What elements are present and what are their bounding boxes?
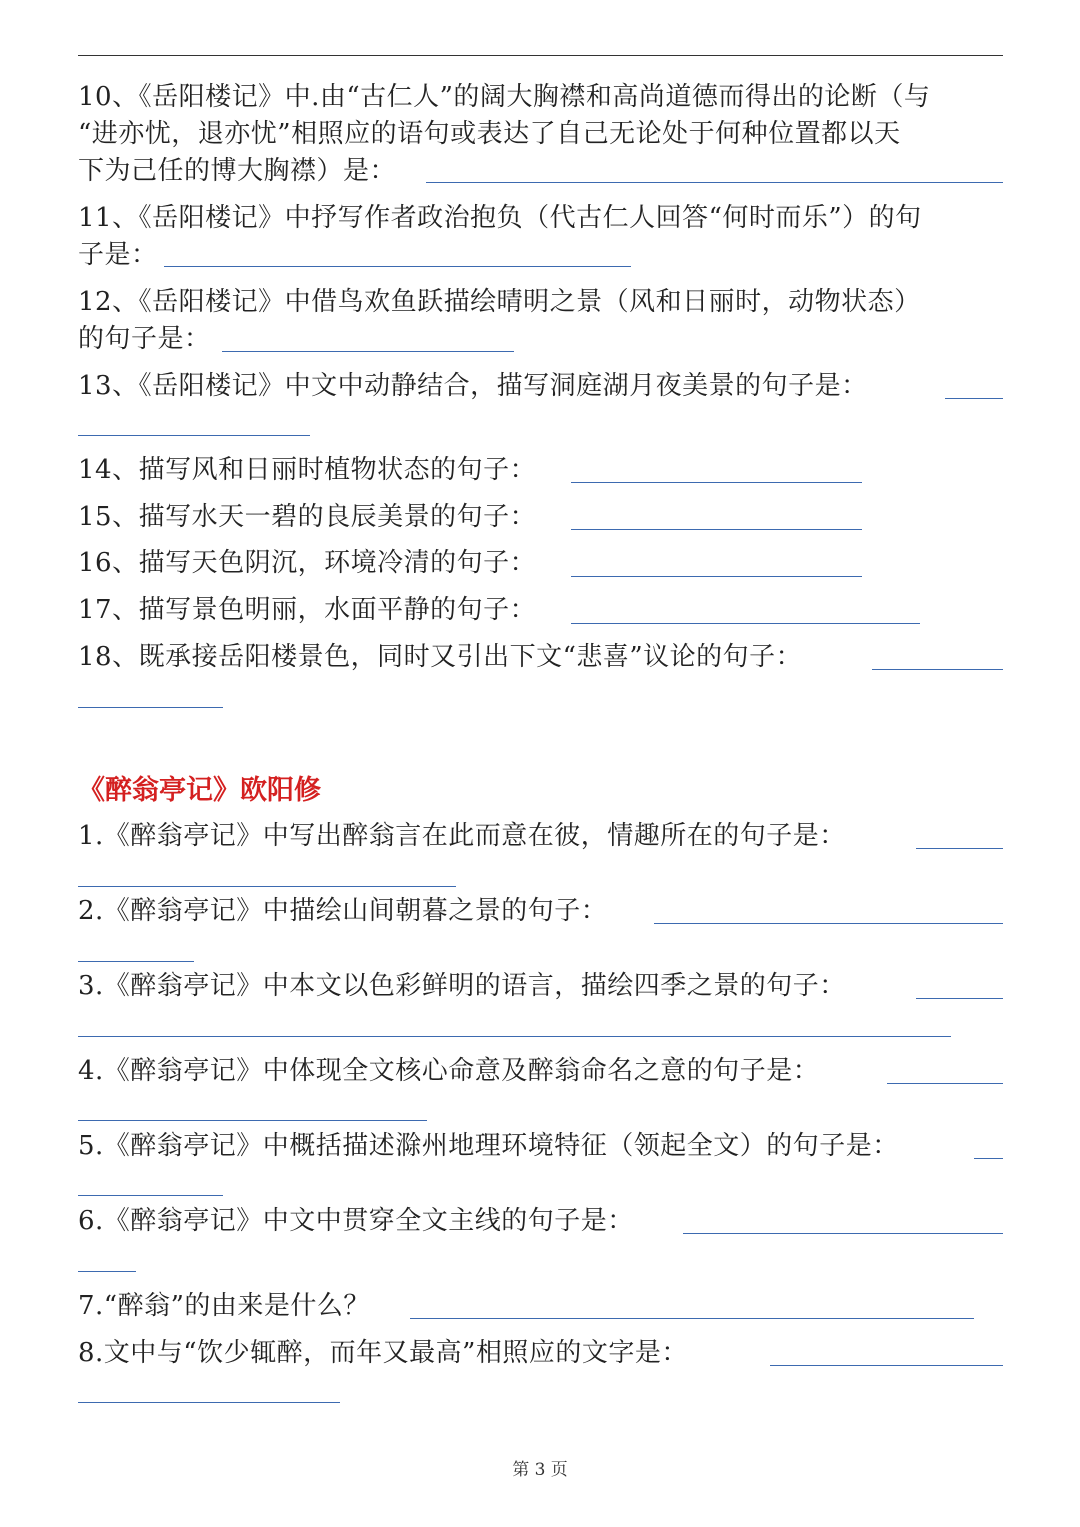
q10-line3: 下为己任的博大胸襟）是： [78, 156, 397, 186]
s2-q6-answer-blank-cont[interactable] [78, 1271, 136, 1272]
q14-text: 14、描写风和日丽时植物状态的句子： [78, 455, 537, 485]
q11-line1: 11、《岳阳楼记》中抒写作者政治抱负（代古仁人回答“何时而乐”）的句 [78, 203, 922, 233]
s2-q1-answer-blank-cont[interactable] [78, 886, 456, 887]
q17-text: 17、描写景色明丽，水面平静的句子： [78, 595, 537, 625]
q12-line1: 12、《岳阳楼记》中借鸟欢鱼跃描绘晴明之景（风和日丽时，动物状态） [78, 287, 921, 317]
s2-q6-text: 6.《醉翁亭记》中文中贯穿全文主线的句子是： [78, 1206, 634, 1236]
s2-q2-answer-blank[interactable] [654, 923, 1003, 924]
s2-q1-answer-blank[interactable] [916, 848, 1003, 849]
q11-answer-blank[interactable] [164, 266, 631, 267]
q13-text: 13、《岳阳楼记》中文中动静结合，描写洞庭湖月夜美景的句子是： [78, 371, 868, 401]
s2-q7-answer-blank[interactable] [410, 1318, 974, 1319]
q14-answer-blank[interactable] [571, 482, 862, 483]
q18-answer-blank[interactable] [872, 669, 1003, 670]
q12-line2: 的句子是： [78, 324, 211, 354]
page-number: 第 3 页 [512, 1460, 568, 1480]
s2-q7-text: 7.“醉翁”的由来是什么？ [78, 1291, 370, 1321]
s2-q4-answer-blank-cont[interactable] [78, 1120, 427, 1121]
header-rule [78, 55, 1003, 56]
section-heading: 《醉翁亭记》欧阳修 [78, 775, 321, 806]
q10-answer-blank[interactable] [426, 182, 1003, 183]
s2-q2-text: 2.《醉翁亭记》中描绘山间朝暮之景的句子： [78, 896, 608, 926]
q17-answer-blank[interactable] [571, 623, 920, 624]
q16-answer-blank[interactable] [571, 576, 862, 577]
s2-q5-answer-blank[interactable] [974, 1158, 1003, 1159]
q15-answer-blank[interactable] [571, 529, 862, 530]
q13-answer-blank-cont[interactable] [78, 435, 310, 436]
q16-text: 16、描写天色阴沉，环境冷清的句子： [78, 548, 537, 578]
q13-answer-blank[interactable] [945, 398, 1003, 399]
q10-line2: “进亦忧，退亦忧”相照应的语句或表达了自己无论处于何种位置都以天 [78, 119, 901, 149]
s2-q3-answer-blank[interactable] [916, 998, 1003, 999]
s2-q5-text: 5.《醉翁亭记》中概括描述滁州地理环境特征（领起全文）的句子是： [78, 1131, 899, 1161]
s2-q2-answer-blank-cont[interactable] [78, 961, 194, 962]
q18-answer-blank-cont[interactable] [78, 707, 223, 708]
q11-line2: 子是： [78, 240, 158, 270]
s2-q8-answer-blank-cont[interactable] [78, 1402, 340, 1403]
s2-q5-answer-blank-cont[interactable] [78, 1195, 223, 1196]
q18-text: 18、既承接岳阳楼景色，同时又引出下文“悲喜”议论的句子： [78, 642, 803, 672]
s2-q4-answer-blank[interactable] [887, 1083, 1003, 1084]
s2-q3-answer-blank-cont[interactable] [78, 1036, 951, 1037]
q12-answer-blank[interactable] [222, 351, 514, 352]
s2-q1-text: 1.《醉翁亭记》中写出醉翁言在此而意在彼，情趣所在的句子是： [78, 821, 846, 851]
s2-q6-answer-blank[interactable] [683, 1233, 1003, 1234]
q15-text: 15、描写水天一碧的良辰美景的句子： [78, 502, 537, 532]
s2-q4-text: 4.《醉翁亭记》中体现全文核心命意及醉翁命名之意的句子是： [78, 1056, 820, 1086]
s2-q8-text: 8.文中与“饮少辄醉，而年又最高”相照应的文字是： [78, 1338, 688, 1368]
s2-q3-text: 3.《醉翁亭记》中本文以色彩鲜明的语言，描绘四季之景的句子： [78, 971, 846, 1001]
s2-q8-answer-blank[interactable] [770, 1365, 1003, 1366]
q10-line1: 10、《岳阳楼记》中.由“古仁人”的阔大胸襟和高尚道德而得出的论断（与 [78, 82, 931, 112]
